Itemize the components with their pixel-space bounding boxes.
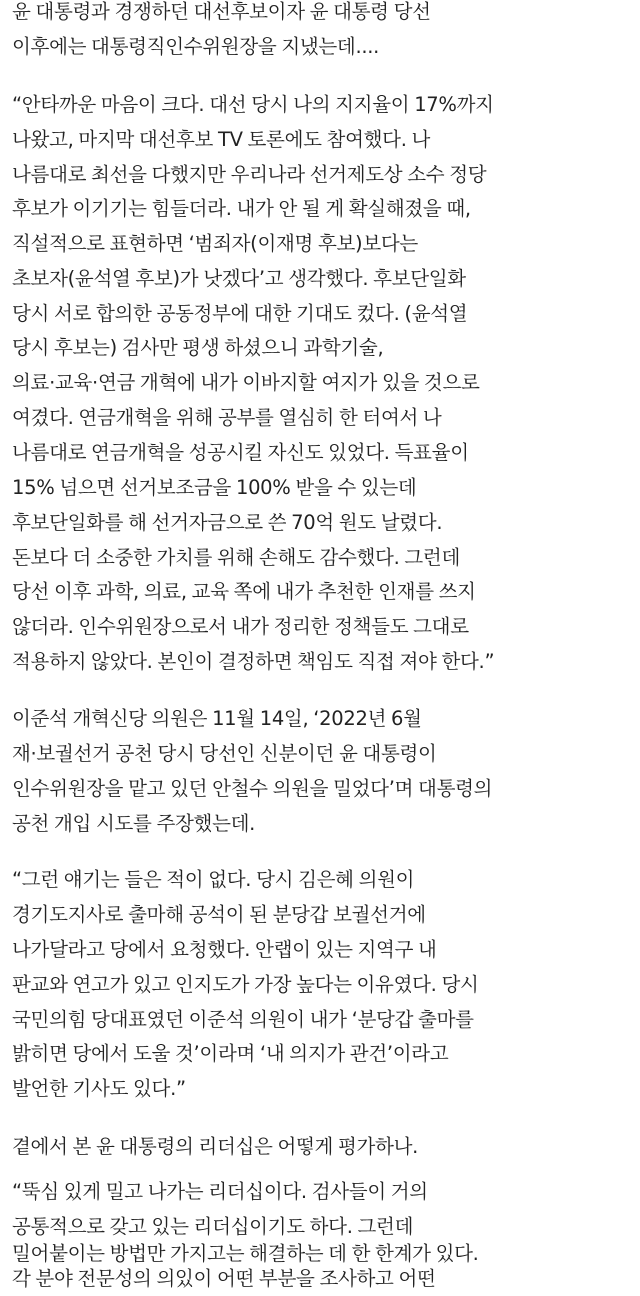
text-line: 경기도지사로 출마해 공석이 된 분당갑 보궐선거에 [12,903,426,926]
text-line: 판교와 연고가 있고 인지도가 가장 높다는 이유였다. 당시 [12,973,479,996]
text-line: 나가달라고 당에서 요청했다. 안랩이 있는 지역구 내 [12,938,437,961]
text-line: 공천 개입 시도를 주장했는데. [12,812,256,835]
text-line: “그런 얘기는 들은 적이 없다. 당시 김은혜 의원이 [12,868,415,891]
text-line: 후보단일화를 해 선거자금으로 쓴 70억 원도 날렸다. [12,511,443,534]
text-line: “안타까운 마음이 크다. 대선 당시 나의 지지율이 17%까지 [12,93,494,116]
text-line: 공통적으로 갖고 있는 리더십이기도 하다. 그런데 [12,1215,414,1238]
text-line: 인수위원장을 맡고 있던 안철수 의원을 밀었다’며 대통령의 [12,777,493,800]
text-line: 당시 서로 합의한 공동정부에 대한 기대도 컸다. (윤석열 [12,302,468,325]
text-line: 이후에는 대통령직인수위원장을 지냈는데.... [12,35,380,58]
text-line: 당선 이후 과학, 의료, 교육 쪽에 내가 추천한 인재를 쓰지 [12,580,476,603]
text-line: “뚝심 있게 밀고 나가는 리더십이다. 검사들이 거의 [12,1180,428,1203]
text-line: 이준석 개혁신당 의원은 11월 14일, ‘2022년 6월 [12,707,422,730]
text-line: 곁에서 본 윤 대통령의 리더십은 어떻게 평가하나. [12,1135,419,1158]
text-line: 발언한 기사도 있다.” [12,1077,186,1100]
text-line: 나름대로 최선을 다했지만 우리나라 선거제도상 소수 정당 [12,163,487,186]
text-line: 적용하지 않았다. 본인이 결정하면 책임도 직접 져야 한다.” [12,650,495,673]
text-line: 국민의힘 당대표였던 이준석 의원이 내가 ‘분당갑 출마를 [12,1008,474,1031]
text-line: 초보자(윤석열 후보)가 낫겠다’고 생각했다. 후보단일화 [12,267,466,290]
text-line: 직설적으로 표현하면 ‘범죄자(이재명 후보)보다는 [12,232,418,255]
text-line: 밝히면 당에서 도울 것’이라며 ‘내 의지가 관건’이라고 [12,1042,449,1065]
text-line: 밀어붙이는 방법만 가지고는 해결하는 데 한 한계가 있다. [12,1242,479,1265]
text-line: 돈보다 더 소중한 가치를 위해 손해도 감수했다. 그런데 [12,546,461,569]
text-line: 여겼다. 연금개혁을 위해 공부를 열심히 한 터여서 나 [12,406,442,429]
text-line: 나름대로 연금개혁을 성공시킬 자신도 있었다. 득표율이 [12,441,469,464]
text-line: 나왔고, 마지막 대선후보 TV 토론에도 참여했다. 나 [12,128,431,151]
text-line: 재·보궐선거 공천 당시 당선인 신분이던 윤 대통령이 [12,742,437,765]
text-line: 15% 넘으면 선거보조금을 100% 받을 수 있는데 [12,476,417,499]
text-line: 당시 후보는) 검사만 평생 하셨으니 과학기술, [12,336,384,359]
text-line: 않더라. 인수위원장으로서 내가 정리한 정책들도 그대로 [12,615,469,638]
text-line-partial: 각 분야 전문성의 의있이 어떤 부분을 조사하고 어떤 [12,1267,436,1290]
text-line: 의료·교육·연금 개혁에 내가 이바지할 여지가 있을 것으로 [12,371,480,394]
text-line: 후보가 이기기는 힘들더라. 내가 안 될 게 확실해졌을 때, [12,197,471,220]
text-line: 윤 대통령과 경쟁하던 대선후보이자 윤 대통령 당선 [12,0,431,23]
